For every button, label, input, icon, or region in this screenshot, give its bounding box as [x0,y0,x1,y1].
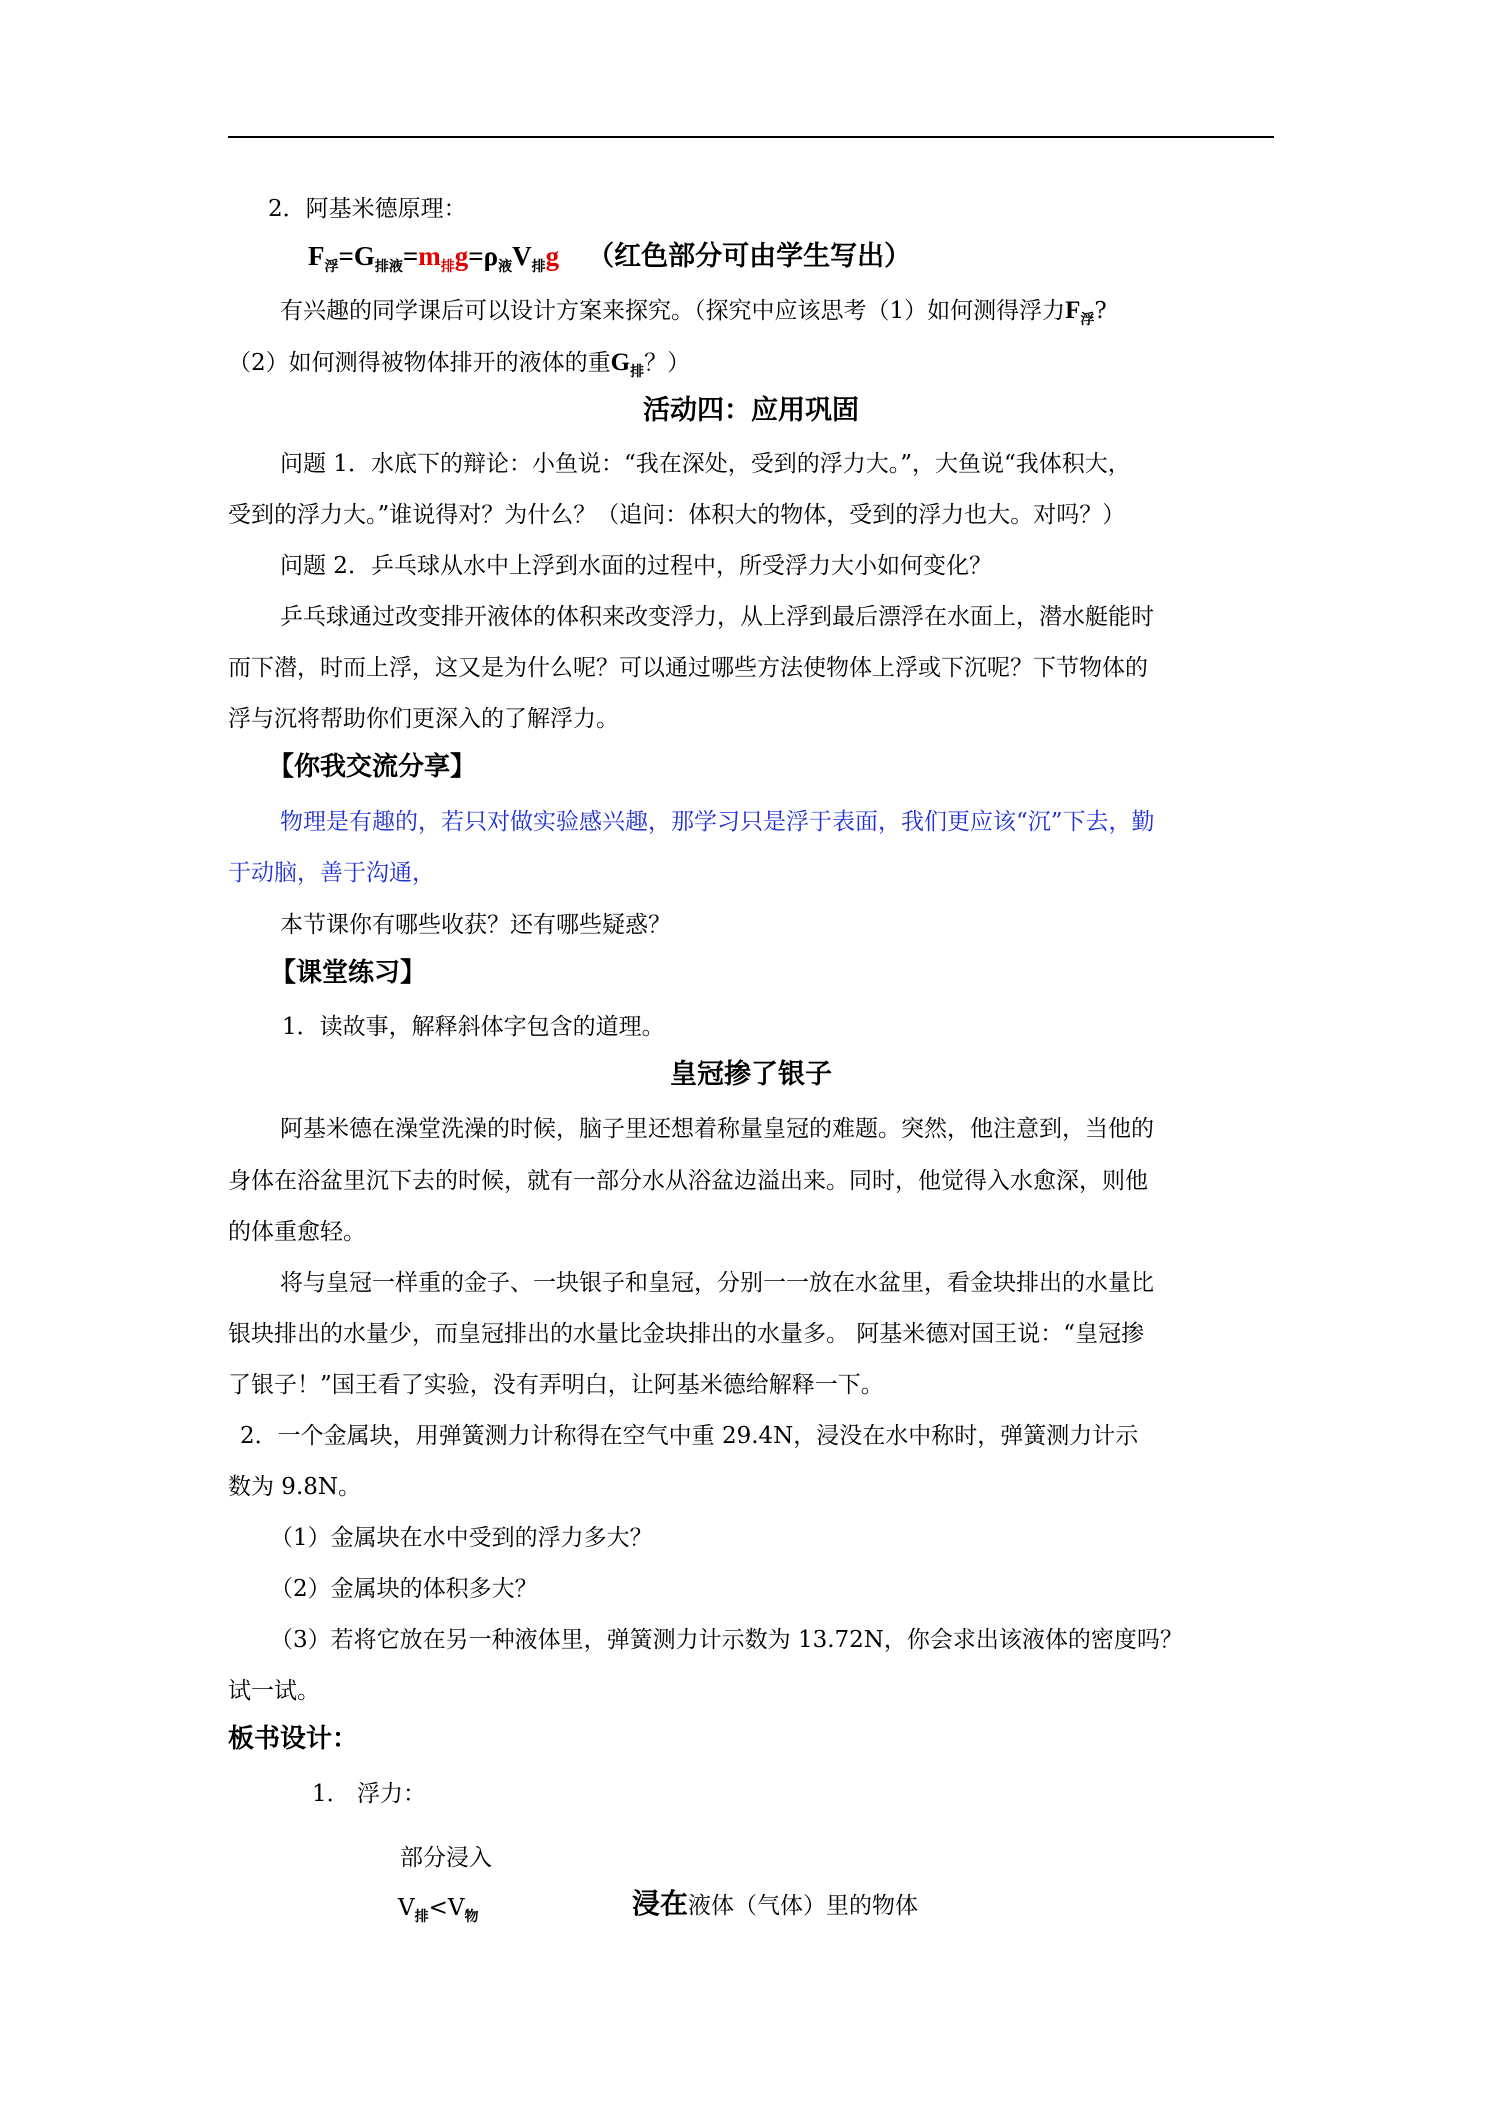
story-para1-line-2: 身体在浴盆里沉下去的时候，就有一部分水从浴盆边溢出来。同时，他觉得入水愈深，则他 [228,1168,1148,1194]
story-para2-line-2: 银块排出的水量少，而皇冠排出的水量比金块排出的水量多。 阿基米德对国王说：“皇冠掺 [228,1321,1145,1347]
exercise1: 1．读故事，解释斜体字包含的道理。 [282,1014,665,1040]
practice-heading: 【课堂练习】 [270,958,427,988]
story-para2-line-3: 了银子！”国王看了实验，没有弄明白，让阿基米德给解释一下。 [228,1372,884,1398]
exercise2-q1: （1）金属块在水中受到的浮力多大？ [270,1525,653,1551]
formula-red-g: g [454,241,469,271]
exercise2-line-2: 数为 9.8N。 [228,1474,362,1500]
board-volume-relation: $V_排<V_物$ [398,1895,479,1925]
question2: 问题 2．乒乓球从水中上浮到水面的过程中，所受浮力大小如何变化？ [280,553,992,579]
board-design-heading: 板书设计： [228,1724,359,1754]
archimedes-formula: $F_浮=G_{排液}=m_排g=\rho_液V_排g$ （红色部分可由学生写出） [308,241,912,275]
interest-line-1: 有兴趣的同学课后可以设计方案来探究。（探究中应该思考（1）如何测得浮力$F_浮$? [280,297,1107,328]
exercise2-q3-line-2: 试一试。 [228,1678,320,1704]
board-item-buoyancy: 1． 浮力： [312,1781,426,1807]
interest-line-2: （2）如何测得被物体排开的液体的重$G_排$？） [228,349,691,380]
share-text-line-1: 物理是有趣的，若只对做实验感兴趣，那学习只是浮于表面，我们更应该“沉”下去，勤 [280,809,1155,835]
story-para1-line-3: 的体重愈轻。 [228,1219,366,1245]
exercise2-line-1: 2．一个金属块，用弹簧测力计称得在空气中重 29.4N，浸没在水中称时，弹簧测力计示 [240,1423,1139,1449]
header-rule [228,136,1274,138]
pingpong-para-line-2: 而下潜，时而上浮，这又是为什么呢？可以通过哪些方法使物体上浮或下沉呢？下节物体的 [228,655,1148,681]
archimedes-heading: 2．阿基米德原理： [268,196,467,222]
exercise2-q2: （2）金属块的体积多大？ [270,1576,538,1602]
story-para1-line-1: 阿基米德在澡堂洗澡的时候，脑子里还想着称量皇冠的难题。突然，他注意到，当他的 [280,1116,1154,1142]
board-immersed-text: 浸在液体（气体）里的物体 [632,1887,919,1920]
pingpong-para-line-1: 乒乓球通过改变排开液体的体积来改变浮力，从上浮到最后漂浮在水面上，潜水艇能时 [280,604,1154,630]
board-partial-immersion: 部分浸入 [400,1845,492,1871]
formula-red-m: m [418,241,441,271]
share-text-line-2: 于动脑，善于沟通， [228,860,435,886]
story-title: 皇冠掺了银子 [670,1059,832,1090]
share-heading: 【你我交流分享】 [268,752,477,782]
exercise2-q3-line-1: （3）若将它放在另一种液体里，弹簧测力计示数为 13.72N，你会求出该液体的密度吗？ [270,1627,1183,1653]
activity4-heading: 活动四：应用巩固 [643,395,859,426]
harvest-question: 本节课你有哪些收获？还有哪些疑惑？ [280,912,671,938]
story-para2-line-1: 将与皇冠一样重的金子、一块银子和皇冠，分别一一放在水盆里，看金块排出的水量比 [280,1270,1154,1296]
pingpong-para-line-3: 浮与沉将帮助你们更深入的了解浮力。 [228,706,619,732]
question1-line-2: 受到的浮力大。”谁说得对？为什么？（追问：体积大的物体，受到的浮力也大。对吗？） [228,502,1126,528]
formula-note: （红色部分可由学生写出） [587,241,912,272]
question1-line-1: 问题 1．水底下的辩论：小鱼说：“我在深处，受到的浮力大。”，大鱼说“我体积大， [280,451,1131,477]
